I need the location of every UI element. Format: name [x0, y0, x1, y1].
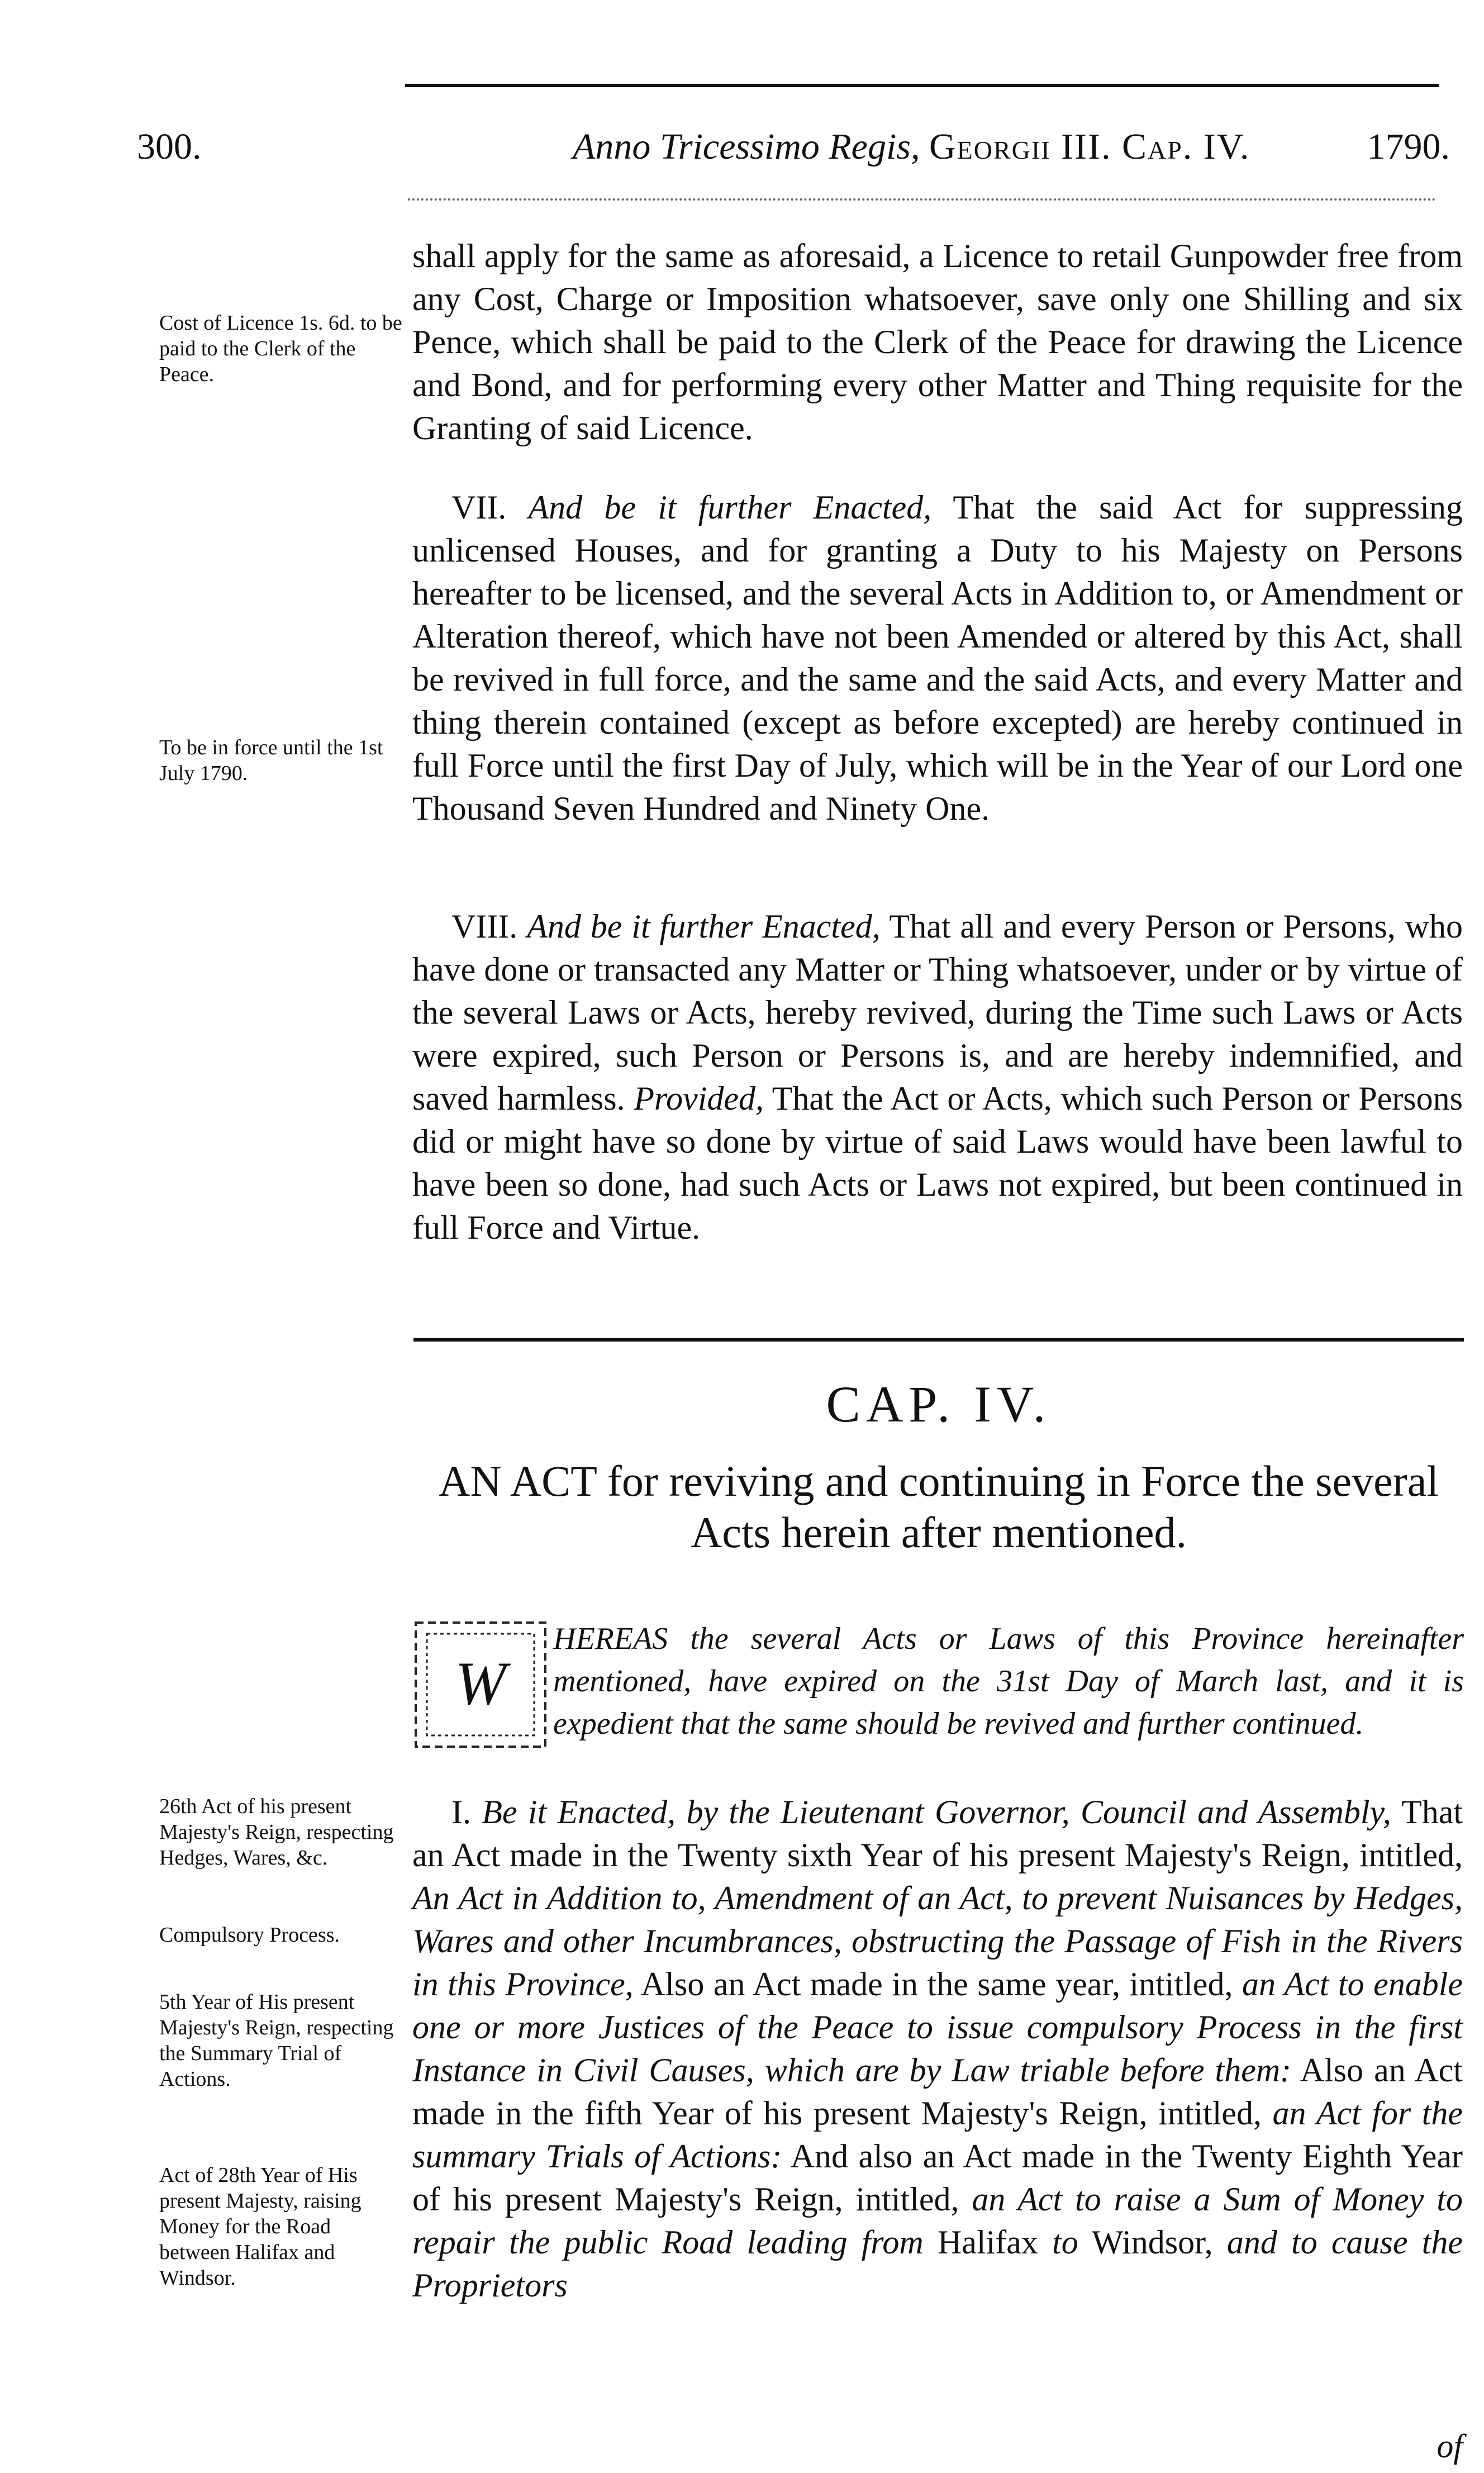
sidenote-force-until: To be in force until the 1st July 1790.: [159, 736, 383, 785]
sidenote-act-26th: 26th Act of his present Majesty's Reign, respecting Hedges, Wares, &c.: [159, 1795, 394, 1870]
whereas-clause: HEREAS the several Acts or Laws of this Province hereinafter mentioned, have expired on the 31st Day of March last, and it is expedient that the same should be revived and further continued.: [553, 1621, 1464, 1741]
chapter-divider-rule: [413, 1338, 1464, 1342]
page-number: 300.: [137, 126, 202, 167]
section-vii: [412, 486, 1463, 830]
section-i-text-l: and to cause the Proprietors: [412, 2224, 1463, 2304]
running-title-italic: Anno Tricessimo Regis,: [573, 126, 920, 167]
sidenote-licence-cost: Cost of Licence 1s. 6d. to be paid to the Clerk of the Peace.: [159, 311, 402, 386]
running-header: [137, 115, 1450, 176]
section-i-title-road: an Act to raise a Sum of Money to repair the public Road leading from: [412, 2181, 1463, 2261]
catchword: of: [1437, 2428, 1463, 2465]
section-vii-text: That the said Act for suppressing unlicensed Houses, and for granting a Duty to his Majesty on Persons hereafter to be licensed, and the several Acts in Addition to, or Amendment or Alteration thereof, which have not been Amended or altered by this Act, shall be revived in full force, and the same and the said Acts, and every Matter and thing therein contained (except as before excepted) are hereby continued in full Force until the first Day of July, which will be in the Year of our Lord one Thousand Seven Hundred and Ninety One.: [412, 489, 1463, 827]
chapter-heading: CAP. IV.: [826, 1376, 1052, 1433]
section-i-text-e: Also an Act made in the fifth Year of his present Majesty's Reign, intitled,: [412, 2052, 1463, 2132]
header-dotted-rule: [408, 198, 1436, 201]
section-i-title-hedges: An Act in Addition to, Amendment of an Act, to prevent Nuisances by Hedges, Wares and other Incumbrances, obstructing the Passage of Fish in the Rivers in this Province,: [412, 1880, 1463, 2003]
top-rule: [405, 84, 1439, 87]
place-windsor: Windsor,: [1091, 2224, 1213, 2261]
section-i-text-a: That an Act made in the Twenty sixth Year of his present Majesty's Reign, intitled,: [412, 1794, 1463, 1873]
section-viii: [412, 905, 1463, 1249]
sidenote-compulsory: Compulsory Process.: [159, 1923, 340, 1947]
place-halifax: Halifax: [937, 2224, 1038, 2261]
section-i-title-justices: an Act to enable one or more Justices of the Peace to issue compulsory Process in the first Instance in Civil Causes, which are by Law triable before them:: [412, 1966, 1463, 2089]
running-title-caps: Georgii III. Cap. IV.: [929, 126, 1250, 167]
section-i: [412, 1791, 1463, 2307]
section-i-text-g: And also an Act made in the Twenty Eighth Year of his present Majesty's Reign, intitled,: [412, 2138, 1463, 2218]
section-viii-number: VIII.: [451, 908, 518, 945]
section-viii-text-2: That the Act or Acts, which such Person or Persons did or might have so done by virtue of said Laws would have been lawful to have been so done, had such Acts or Laws not expired, but been continued in full Force and Virtue.: [412, 1080, 1463, 1246]
section-viii-text-1: That all and every Person or Persons, who have done or transacted any Matter or Thing whatsoever, under or by virtue of the several Laws or Acts, hereby revived, during the Time such Laws or Acts were expired, such Person or Persons is, and are hereby indemnified, and saved harmless.: [412, 908, 1463, 1117]
section-i-title-trials: an Act for the summary Trials of Actions:: [412, 2095, 1463, 2175]
ornament-border-icon: [413, 1620, 548, 1749]
running-title: [573, 126, 1250, 168]
header-year: 1790.: [1367, 126, 1450, 167]
sidenote-act-28th: Act of 28th Year of His present Majesty, raising Money for the Road between Halifax and Windsor.: [159, 2163, 362, 2290]
sidenote-5th-year: 5th Year of His present Majesty's Reign, respecting the Summary Trial of Actions.: [159, 1990, 394, 2091]
section-i-enacting: Be it Enacted, by the Lieutenant Governor, Council and Assembly,: [482, 1794, 1391, 1830]
initial-letter: W: [455, 1649, 506, 1718]
section-viii-enacting: And be it further Enacted,: [527, 908, 881, 945]
section-i-text-c: Also an Act made in the same year, intitled,: [640, 1966, 1233, 2003]
section-viii-provided: Provided,: [634, 1080, 764, 1117]
section-i-number: I.: [451, 1794, 471, 1830]
section-vii-number: VII.: [451, 489, 507, 526]
paragraph-continued: shall apply for the same as aforesaid, a Licence to retail Gunpowder free from any Cost, Charge or Imposition whatsoever, save only one Shilling and six Pence, which shall be paid to the Clerk of the Peace for drawing the Licence and Bond, and for performing every other Matter and Thing requisite for the Granting of said Licence.: [412, 237, 1463, 446]
section-vii-enacting: And be it further Enacted,: [528, 489, 932, 526]
section-i-to: to: [1052, 2224, 1078, 2261]
ornamental-initial: [413, 1620, 548, 1749]
act-title: AN ACT for reviving and continuing in Force the several Acts herein after mentioned.: [438, 1457, 1439, 1557]
